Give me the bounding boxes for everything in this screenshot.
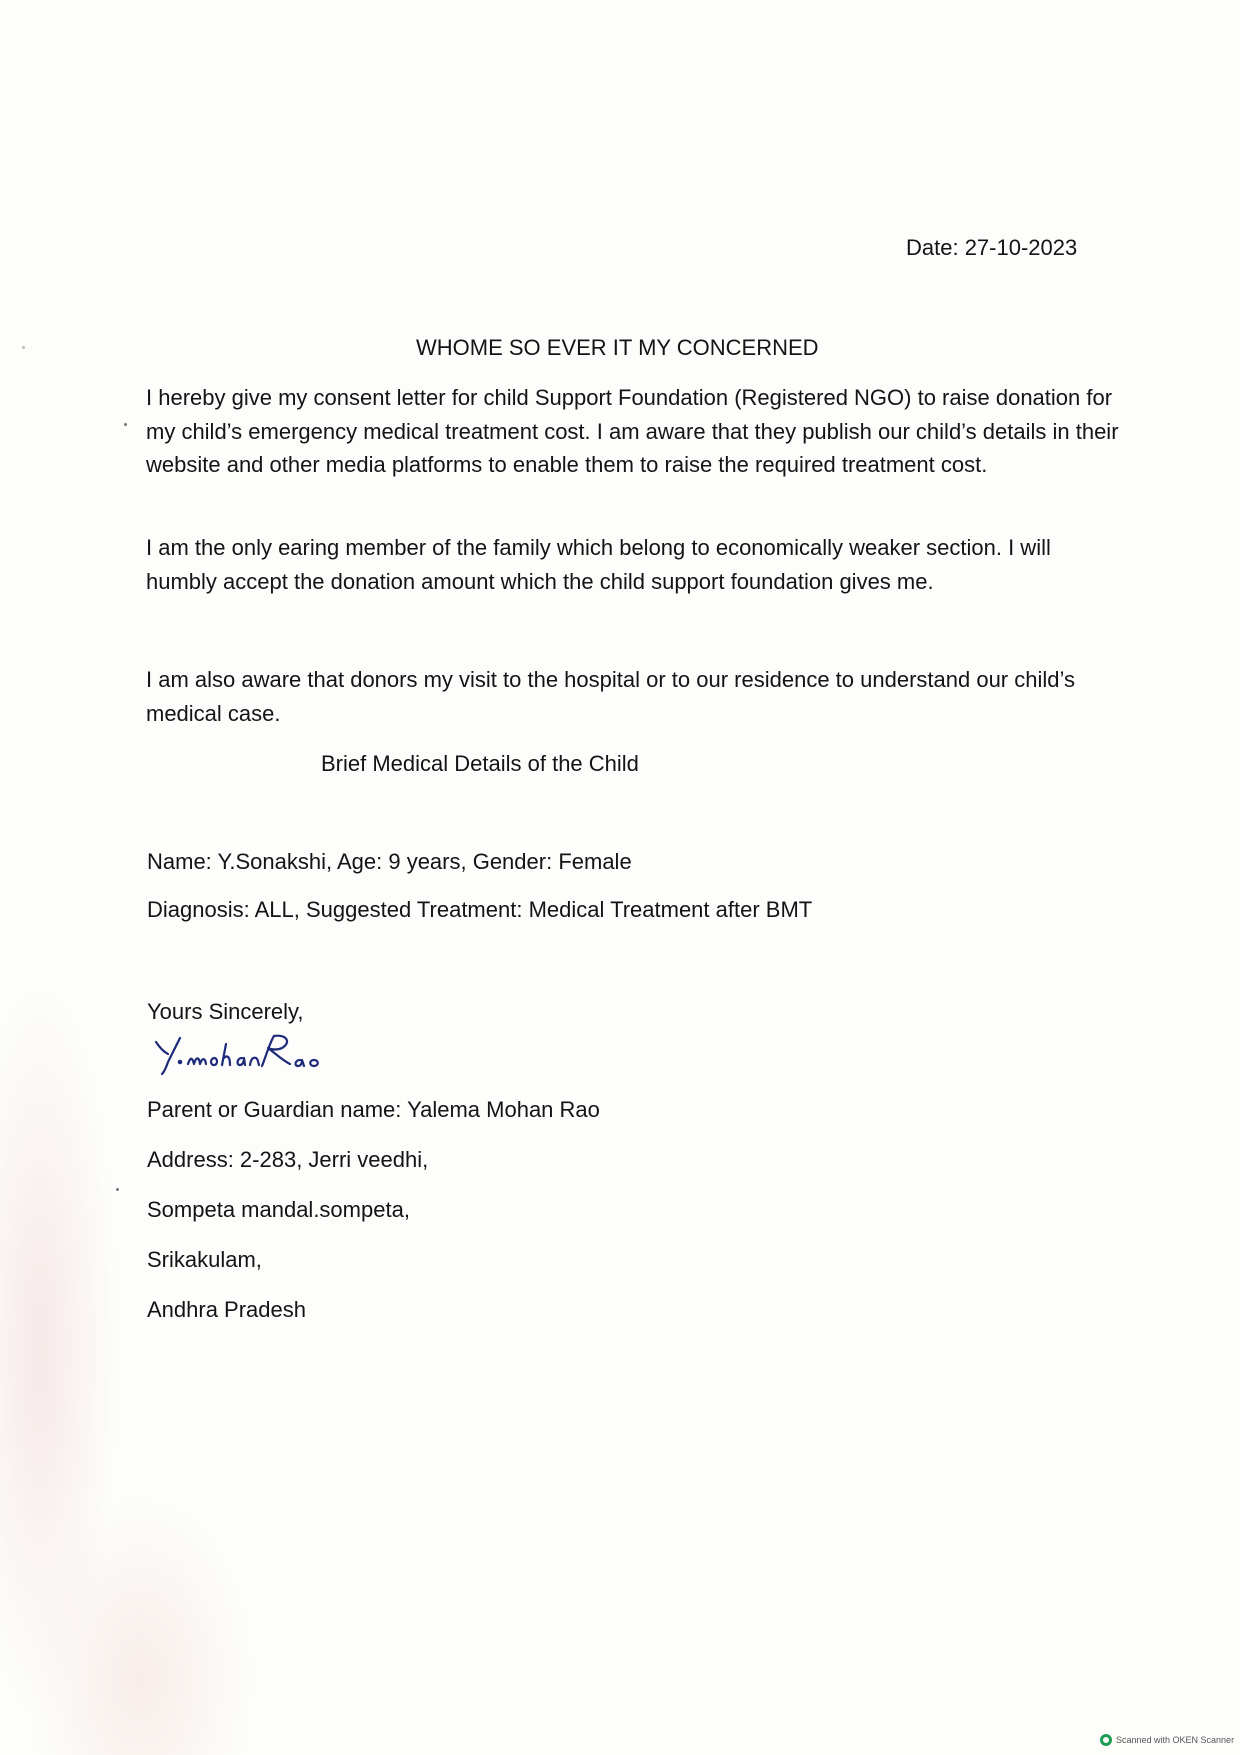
child-details-line: Name: Y.Sonakshi, Age: 9 years, Gender: Female (147, 849, 632, 874)
paragraph-family-text: I am the only earing member of the family which belong to economically weaker section. I will humbly accept the donation amount which the child support foundation gives me. (146, 535, 1051, 594)
address-line-4: Andhra Pradesh (147, 1297, 306, 1322)
medical-details-heading: Brief Medical Details of the Child (321, 751, 639, 776)
paragraph-visit-text: I am also aware that donors my visit to the hospital or to our residence to understand our child’s medical case. (146, 667, 1075, 726)
paragraph-visit (146, 663, 1126, 730)
address-line-1: Address: 2-283, Jerri veedhi, (147, 1147, 429, 1172)
letter-heading: WHOME SO EVER IT MY CONCERNED (416, 335, 819, 360)
scan-speck (116, 1188, 119, 1191)
paragraph-family (146, 531, 1126, 598)
scanner-logo-icon (1100, 1734, 1112, 1746)
paragraph-consent (146, 381, 1126, 482)
letter-date: Date: 27-10-2023 (906, 235, 1078, 260)
address-line-2: Sompeta mandal.sompeta, (147, 1197, 410, 1222)
address-line-3: Srikakulam, (147, 1247, 262, 1272)
guardian-name-line: Parent or Guardian name: Yalema Mohan Rao (147, 1097, 600, 1122)
handwritten-signature (150, 1028, 340, 1076)
scanner-watermark-label: Scanned with OKEN Scanner (1116, 1735, 1235, 1745)
scan-speck (22, 346, 25, 349)
closing-salutation: Yours Sincerely, (147, 999, 304, 1024)
diagnosis-line: Diagnosis: ALL, Suggested Treatment: Medical Treatment after BMT (147, 897, 813, 922)
scanner-watermark (1100, 1734, 1234, 1746)
scan-speck (124, 423, 127, 426)
paragraph-consent-text: I hereby give my consent letter for child Support Foundation (Registered NGO) to raise donation for my child’s emergency medical treatment cost. I am aware that they publish our child’s details in their website and other media platforms to enable them to raise the required treatment cost. (146, 385, 1119, 477)
